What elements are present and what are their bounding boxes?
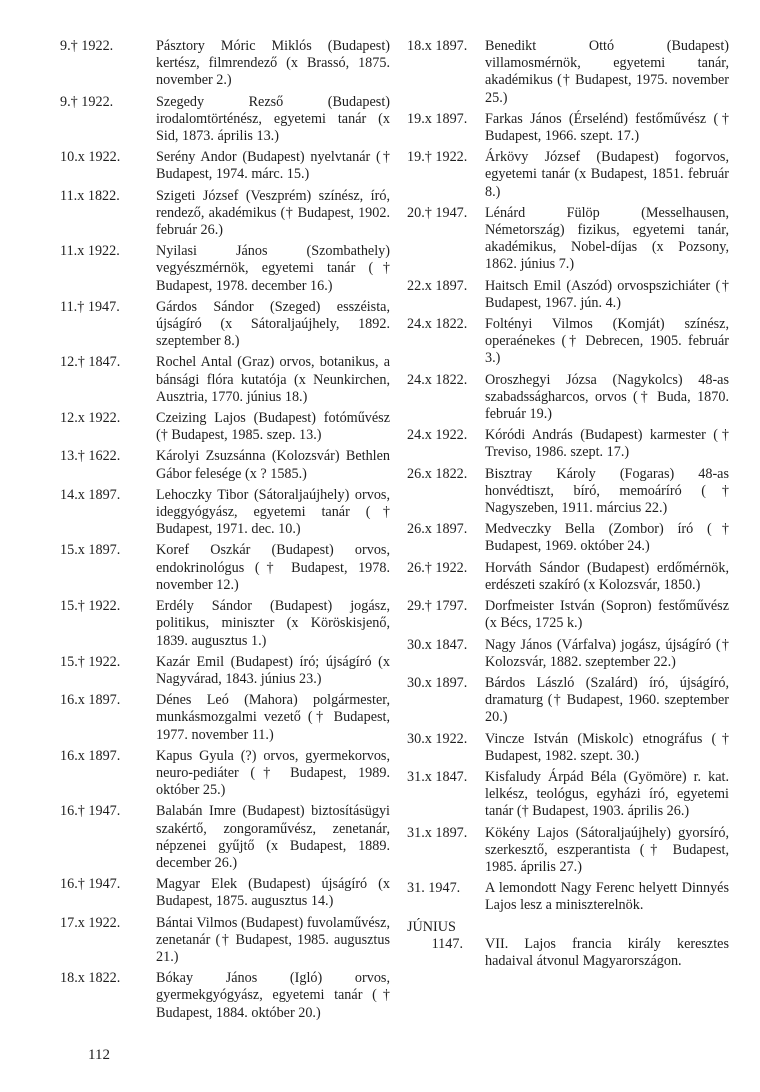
entry-text: Bisztray Károly (Fogaras) 48-as honvédtiszt, bíró, memoáríró († Nagyszeben, 1911. március 22.)	[485, 465, 729, 517]
entry-date: 26.x 1822.	[407, 465, 468, 482]
entry-text: Nyilasi János (Szombathely) vegyészmérnök, egyetemi tanár († Budapest, 1978. december 16.)	[156, 243, 390, 294]
entry-text: Rochel Antal (Graz) orvos, botanikus, a bánsági flóra kutatója (x Neunkirchen, Ausztria, 1770. június 18.)	[156, 354, 390, 405]
entry-date: 15.x 1897.	[60, 542, 121, 559]
entry-text: Lehoczky Tibor (Sátoraljaújhely) orvos, ideggyógyász, egyetemi tanár († Budapest, 1971. dec. 10.)	[156, 486, 390, 538]
entry	[407, 316, 729, 368]
entry-text: Haitsch Emil (Aszód) orvospszichiáter († Budapest, 1967. jún. 4.)	[485, 277, 729, 311]
entry-date: 11.† 1947.	[60, 298, 120, 315]
entry-text: Kisfaludy Árpád Béla (Gyömöre) r. kat. lelkész, teológus, egyházi író, egyetemi tanár († Budapest, 1903. április 26.)	[485, 768, 729, 820]
right-column	[407, 38, 729, 974]
entry-text: Serény Andor (Budapest) nyelvtanár († Budapest, 1974. márc. 15.)	[156, 149, 390, 183]
entry-date: 15.† 1922.	[60, 598, 121, 615]
entry-text: Gárdos Sándor (Szeged) esszéista, újságíró (x Sátoraljaújhely, 1892. szeptember 8.)	[156, 298, 390, 350]
entry-date: 30.x 1922.	[407, 730, 468, 747]
entry	[60, 876, 390, 910]
entry	[407, 637, 729, 671]
entry	[60, 692, 390, 744]
entry-date: 11.x 1822.	[60, 187, 120, 204]
entry-date: 19.† 1922.	[407, 149, 468, 166]
entry-text: Kapus Gyula (?) orvos, gyermekorvos, neuro-pediáter († Budapest, 1989. október 25.)	[156, 747, 390, 799]
entry	[60, 243, 390, 295]
entry-date: 12.† 1847.	[60, 354, 121, 371]
entry-text: Horváth Sándor (Budapest) erdőmérnök, erdészeti szakíró (x Kolozsvár, 1850.)	[485, 559, 729, 593]
entry-text: Benedikt Ottó (Budapest) villamosmérnök, egyetemi tanár, akadémikus († Budapest, 1975. november 25.)	[485, 38, 729, 106]
entry	[407, 598, 729, 632]
entry	[407, 880, 729, 914]
entry	[407, 825, 729, 877]
entry	[60, 654, 390, 688]
entry-text: Károlyi Zsuzsánna (Kolozsvár) Bethlen Gábor felesége (x ? 1585.)	[156, 448, 390, 482]
month-heading: JÚNIUS	[407, 918, 456, 935]
entry-date: 13.† 1622.	[60, 448, 121, 465]
entry-date: 24.x 1822.	[407, 371, 468, 388]
entry-date: 26.x 1897.	[407, 521, 468, 538]
entry-date: 16.† 1947.	[60, 803, 121, 820]
entry	[60, 542, 390, 594]
entry	[407, 466, 729, 518]
entry	[60, 410, 390, 444]
entry-date: 30.x 1897.	[407, 674, 468, 691]
entry-date: 31.x 1847.	[407, 768, 468, 785]
entry	[407, 149, 729, 201]
entry-text: Kökény Lajos (Sátoraljaújhely) gyorsíró, szerkesztő, eszperantista († Budapest, 1985. április 27.)	[485, 824, 729, 875]
page-number: 112	[88, 1047, 110, 1063]
entry	[407, 769, 729, 821]
entry-date: 19.x 1897.	[407, 110, 468, 127]
entry-date: 11.x 1922.	[60, 243, 120, 260]
entry	[407, 205, 729, 274]
entry-date: 10.x 1922.	[60, 149, 121, 166]
entry-text: Foltényi Vilmos (Komját) színész, operaénekes († Debrecen, 1905. február 3.)	[485, 316, 729, 367]
entry-text: Lénárd Fülöp (Messelhausen, Németország) fizikus, egyetemi tanár, akadémikus, Nobel-díjas (x Pozsony, 1862. június 7.)	[485, 204, 729, 273]
entry-text: Dénes Leó (Mahora) polgármester, munkásmozgalmi vezető († Budapest, 1977. november 11.)	[156, 692, 390, 743]
entry	[60, 915, 390, 967]
entry-date: 1147.	[431, 935, 463, 952]
entry	[60, 149, 390, 183]
entry-date: 30.x 1847.	[407, 636, 468, 653]
entry-text: Czeizing Lajos (Budapest) fotóművész († Budapest, 1985. szep. 13.)	[156, 410, 390, 444]
entry-text: Medveczky Bella (Zombor) író († Budapest, 1969. október 24.)	[485, 521, 729, 555]
entry	[407, 731, 729, 765]
entry	[407, 427, 729, 461]
entry-date: 15.† 1922.	[60, 653, 121, 670]
entry-text: Dorfmeister István (Sopron) festőművész (x Bécs, 1725 k.)	[485, 598, 729, 632]
entry-text: Pásztory Móric Miklós (Budapest) kertész, filmrendező (x Brassó, 1875. november 2.)	[156, 38, 390, 89]
entry	[407, 560, 729, 594]
entry-text: A lemondott Nagy Ferenc helyett Dinnyés Lajos lesz a miniszterelnök.	[485, 880, 729, 914]
entry-date: 9.† 1922.	[60, 38, 114, 54]
entry-date: 31.x 1897.	[407, 824, 468, 841]
entry	[60, 598, 390, 650]
entry-date: 22.x 1897.	[407, 277, 468, 294]
entry-date: 16.x 1897.	[60, 692, 121, 709]
entry-date: 18.x 1897.	[407, 38, 468, 54]
entry	[60, 299, 390, 351]
entry-date: 16.† 1947.	[60, 876, 121, 893]
entry	[60, 94, 390, 146]
entry-date: 12.x 1922.	[60, 410, 121, 427]
entry-text: Szigeti József (Veszprém) színész, író, rendező, akadémikus († Budapest, 1902. február 26.)	[156, 187, 390, 239]
entry-date: 17.x 1922.	[60, 914, 121, 931]
entry-date: 24.x 1822.	[407, 316, 468, 333]
entry	[60, 354, 390, 406]
entry-date: 29.† 1797.	[407, 598, 468, 615]
entry-text: Bántai Vilmos (Budapest) fuvolaművész, zenetanár († Budapest, 1985. augusztus 21.)	[156, 914, 390, 965]
entry-text: Árkövy József (Budapest) fogorvos, egyetemi tanár (x Budapest, 1851. február 8.)	[485, 149, 729, 200]
entry-date: 14.x 1897.	[60, 486, 121, 503]
entry	[60, 487, 390, 539]
entry-date: 20.† 1947.	[407, 204, 468, 221]
entry	[407, 111, 729, 145]
entry-text: Kazár Emil (Budapest) író; újságíró (x Nagyvárad, 1843. június 23.)	[156, 653, 390, 687]
entry	[407, 675, 729, 727]
entry	[60, 448, 390, 482]
entry-date: 31. 1947.	[407, 880, 461, 897]
entry-date: 16.x 1897.	[60, 747, 121, 764]
entry-text: Bárdos László (Szalárd) író, újságíró, dramaturg († Budapest, 1960. szeptember 20.)	[485, 674, 729, 726]
entry-date: 9.† 1922.	[60, 93, 114, 110]
entry	[407, 278, 729, 312]
entry-text: Nagy János (Várfalva) jogász, újságíró († Kolozsvár, 1882. szeptember 22.)	[485, 636, 729, 670]
entry-text: Balabán Imre (Budapest) biztosításügyi szakértő, zongoraművész, zenetanár, népzenei gyűjtő (x Budapest, 1889. december 26.)	[156, 803, 390, 871]
entry	[60, 748, 390, 800]
entry	[407, 521, 729, 555]
entry-date: 24.x 1922.	[407, 427, 468, 444]
entry-text: Bókay János (Igló) orvos, gyermekgyógyász, egyetemi tanár († Budapest, 1884. október 20.)	[156, 970, 390, 1021]
entry	[60, 188, 390, 240]
entry-text: Oroszhegyi Józsa (Nagykolcs) 48-as szabadsságharcos, orvos († Buda, 1870. február 19.)	[485, 371, 729, 423]
entry-text: Vincze István (Miskolc) etnográfus († Budapest, 1982. szept. 30.)	[485, 730, 729, 764]
left-column	[60, 38, 390, 1026]
entry-text: Szegedy Rezső (Budapest) irodalomtörténész, egyetemi tanár (x Sid, 1873. április 13.)	[156, 93, 390, 145]
entry-date: 18.x 1822.	[60, 970, 121, 987]
entry-text: Koref Oszkár (Budapest) orvos, endokrinológus († Budapest, 1978. november 12.)	[156, 542, 390, 593]
entry	[60, 38, 390, 90]
entry	[60, 970, 390, 1022]
entry	[407, 936, 729, 970]
entry-text: VII. Lajos francia király keresztes hadaival átvonul Magyarországon.	[485, 935, 729, 969]
entry-date: 26.† 1922.	[407, 559, 468, 576]
entry-text: Erdély Sándor (Budapest) jogász, politikus, miniszter (x Köröskisjenő, 1839. augusztus 1.)	[156, 598, 390, 649]
entry	[407, 38, 729, 107]
entry-text: Magyar Elek (Budapest) újságíró (x Budapest, 1875. augusztus 14.)	[156, 876, 390, 910]
entry-text: Farkas János (Érselénd) festőművész († Budapest, 1966. szept. 17.)	[485, 110, 729, 145]
entry	[407, 372, 729, 424]
entry-text: Kóródi András (Budapest) karmester († Treviso, 1986. szept. 17.)	[485, 427, 729, 461]
entry	[60, 803, 390, 872]
